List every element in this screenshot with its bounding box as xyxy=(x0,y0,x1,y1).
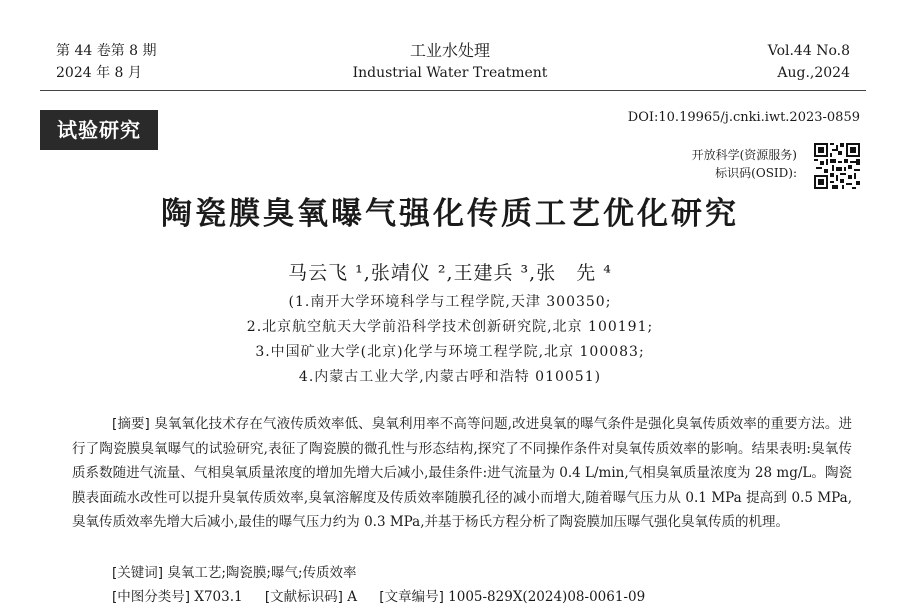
header-center xyxy=(0,40,900,84)
osid-line-1: 开放科学(资源服务) xyxy=(691,148,797,162)
keywords-line xyxy=(112,561,357,581)
affiliation-4: 4.内蒙古工业大学,内蒙古呼和浩特 010051) xyxy=(298,369,602,385)
volume-issue-cn: 第 44 卷第 8 期 xyxy=(56,43,157,59)
volume-issue-en: Vol.44 No.8 xyxy=(767,43,850,59)
date-en: Aug.,2024 xyxy=(777,65,850,81)
header-divider xyxy=(40,90,866,91)
doc-code-label: [文献标识码] xyxy=(264,589,343,605)
clc-label: [中图分类号] xyxy=(112,589,191,605)
affiliation-1: (1.南开大学环境科学与工程学院,天津 300350; xyxy=(288,294,612,310)
article-number-label: [文章编号] xyxy=(379,589,444,605)
paper-title: 陶瓷膜臭氧曝气强化传质工艺优化研究 xyxy=(161,196,739,232)
qr-code-icon[interactable] xyxy=(814,143,860,189)
osid-label xyxy=(665,146,797,182)
article-number-value: 1005-829X(2024)08-0061-09 xyxy=(448,589,646,605)
doi[interactable]: DOI:10.19965/j.cnki.iwt.2023-0859 xyxy=(627,110,860,125)
keywords-text: 臭氧工艺;陶瓷膜;曝气;传质效率 xyxy=(167,565,357,581)
doc-code-value: A xyxy=(347,589,357,605)
abstract-paragraph xyxy=(72,412,852,535)
keywords-label: [关键词] xyxy=(112,565,164,581)
journal-name-cn: 工业水处理 xyxy=(409,41,490,60)
osid-line-2: 标识码(OSID): xyxy=(715,166,797,180)
author-list: 马云飞 ¹,张靖仪 ²,王建兵 ³,张 先 ⁴ xyxy=(288,262,612,284)
section-tag: 试验研究 xyxy=(40,110,158,150)
clc-value: X703.1 xyxy=(194,589,243,605)
header-right xyxy=(768,40,850,84)
classification-line xyxy=(112,585,645,605)
abstract-text: 臭氧氧化技术存在气液传质效率低、臭氧利用率不高等问题,改进臭氧的曝气条件是强化臭氧传质效率的重要方法。进行了陶瓷膜臭氧曝气的试验研究,表征了陶瓷膜的微孔性与形态结构,探究了不同操作条件对臭氧传质效率的影响。结果表明:臭氧传质系数随进气流量、气相臭氧质量浓度的增加先增大后减小,最佳条件:进气流量为 0.4 L/min,气相臭氧质量浓度为 28 mg/L。陶瓷膜表面疏水改性可以提升臭氧传质效率,臭氧溶解度及传质效率随膜孔径的减小而增大,随着曝气压力从 0.1 MPa 提高到 0.5 MPa,臭氧传质效率先增大后减小,最佳的曝气压力约为 0.3 MPa,并基于杨氏方程分析了陶瓷膜加压曝气强化臭氧传质的机理。 xyxy=(72,416,852,530)
affiliation-2: 2.北京航空航天大学前沿科学技术创新研究院,北京 100191; xyxy=(246,319,654,335)
date-cn: 2024 年 8 月 xyxy=(56,65,142,81)
journal-name-en: Industrial Water Treatment xyxy=(352,65,548,81)
affiliation-3: 3.中国矿业大学(北京)化学与环境工程学院,北京 100083; xyxy=(255,344,645,360)
abstract-label: [摘要] xyxy=(112,416,150,432)
affiliation-list xyxy=(0,290,900,390)
